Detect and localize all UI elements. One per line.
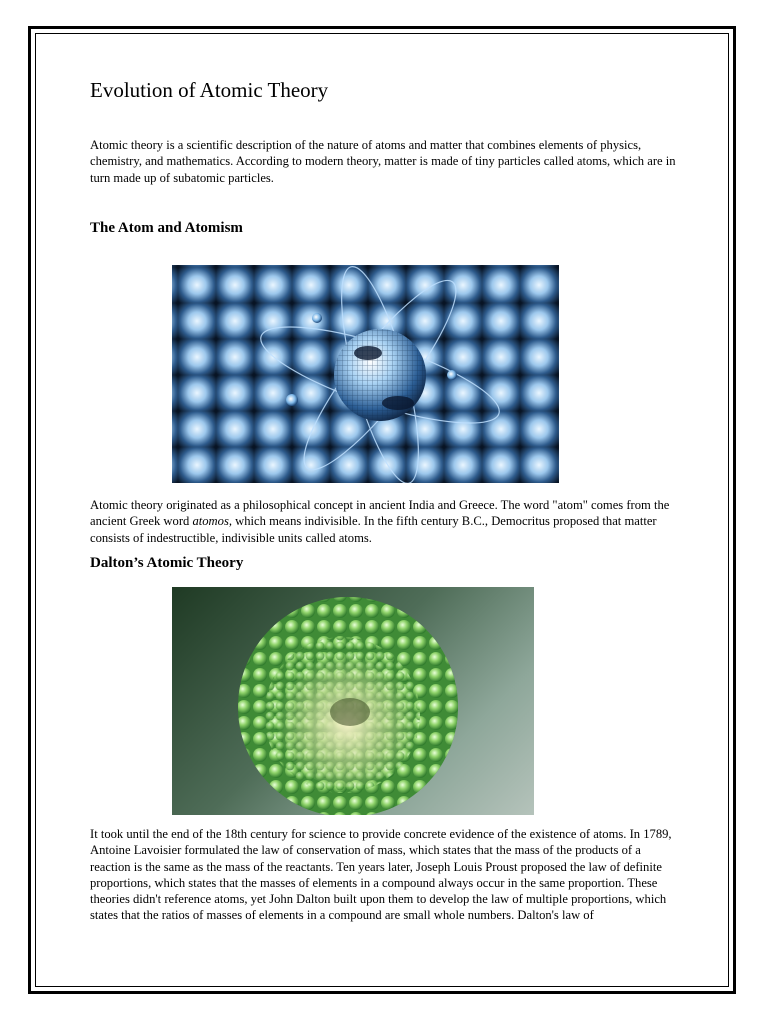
dalton-paragraph: It took until the end of the 18th century for science to provide concrete evidence of the existence of atoms. In 1789, Antoine Lavoisier formulated the law of conservation of mass, which states that the mass of the products of a reaction is the same as the mass of the reactants. Ten years later, Joseph Louis Proust proposed the law of definite proportions, which states that the masses of elements in a compound always occur in the same proportion. These theories didn't reference atoms, yet John Dalton built upon them to develop the law of multiple proportions, which states that the ratios of masses of elements in a compound are small whole numbers. Dalton's law of: [90, 827, 672, 923]
section-heading-dalton: Dalton’s Atomic Theory: [90, 555, 244, 571]
intro-paragraph: Atomic theory is a scientific description of the nature of atoms and matter that combines elements of physics, chemistry, and mathematics. According to modern theory, matter is made of tiny particles called atoms, which are in turn made up of subatomic particles.: [90, 138, 676, 185]
atomism-term-atomos: atomos,: [192, 514, 233, 529]
section-heading-atom-atomism: The Atom and Atomism: [90, 220, 243, 236]
sphere-cluster-illustration-icon: [172, 587, 534, 815]
document-title: Evolution of Atomic Theory: [90, 78, 329, 102]
atom-illustration-icon: [172, 265, 559, 483]
atomism-paragraph: [90, 497, 680, 546]
sphere-cluster-image: [172, 587, 534, 815]
atomism-text-part1: Atomic theory originated as a philosophical concept in ancient India and Greece. The word "atom" comes from the ancient Greek word: [90, 498, 670, 529]
atom-illustration-image: [172, 265, 559, 483]
atomism-text-part2: which means indivisible. In the fifth century B.C., Democritus proposed that matter consists of indestructible, indivisible units called atoms.: [90, 514, 657, 545]
